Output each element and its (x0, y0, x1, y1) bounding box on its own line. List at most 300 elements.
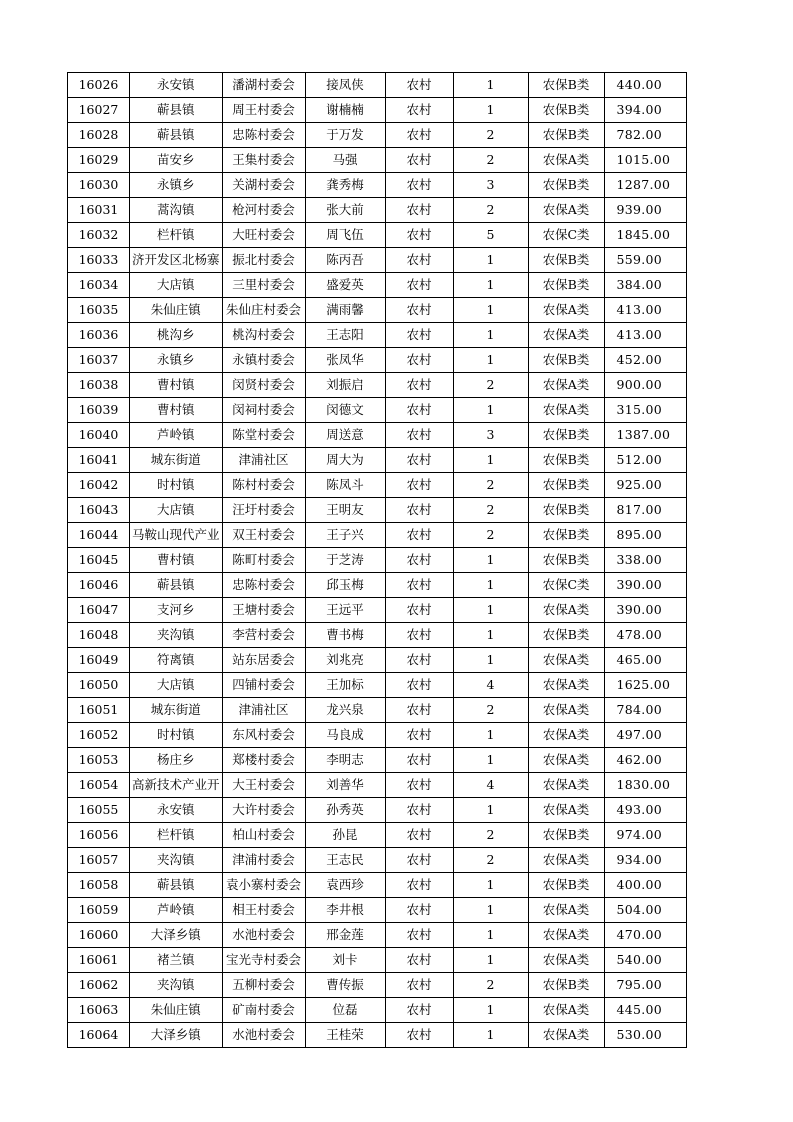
row-id-cell: 16033 (68, 248, 130, 273)
count-cell: 1 (453, 898, 528, 923)
category-cell: 农村 (385, 723, 453, 748)
category-cell: 农村 (385, 398, 453, 423)
table-row (68, 523, 687, 548)
insurance-type-cell: 农保A类 (528, 948, 604, 973)
name-cell: 王桂荣 (305, 1023, 385, 1048)
township-cell: 蕲县镇 (130, 98, 223, 123)
count-cell: 5 (453, 223, 528, 248)
count-cell: 2 (453, 498, 528, 523)
relief-roster-table (67, 72, 687, 1048)
village-cell: 三里村委会 (222, 273, 305, 298)
name-cell: 刘卡 (305, 948, 385, 973)
township-cell: 桃沟乡 (130, 323, 223, 348)
name-cell: 闵德文 (305, 398, 385, 423)
category-cell: 农村 (385, 473, 453, 498)
category-cell: 农村 (385, 998, 453, 1023)
village-cell: 振北村委会 (222, 248, 305, 273)
table-row (68, 323, 687, 348)
village-cell: 宝光寺村委会 (222, 948, 305, 973)
table-row (68, 423, 687, 448)
village-cell: 东风村委会 (222, 723, 305, 748)
village-cell: 汪圩村委会 (222, 498, 305, 523)
village-cell: 闵贤村委会 (222, 373, 305, 398)
count-cell: 2 (453, 123, 528, 148)
count-cell: 4 (453, 673, 528, 698)
category-cell: 农村 (385, 348, 453, 373)
table-row (68, 248, 687, 273)
count-cell: 3 (453, 423, 528, 448)
row-id-cell: 16042 (68, 473, 130, 498)
category-cell: 农村 (385, 673, 453, 698)
amount-cell: 939.00 (604, 198, 686, 223)
table-row (68, 373, 687, 398)
table-row (68, 148, 687, 173)
table-row (68, 848, 687, 873)
amount-cell: 440.00 (604, 73, 686, 98)
row-id-cell: 16039 (68, 398, 130, 423)
count-cell: 1 (453, 948, 528, 973)
count-cell: 2 (453, 823, 528, 848)
count-cell: 1 (453, 348, 528, 373)
table-row (68, 673, 687, 698)
township-cell: 城东街道 (130, 448, 223, 473)
row-id-cell: 16052 (68, 723, 130, 748)
insurance-type-cell: 农保B类 (528, 823, 604, 848)
village-cell: 水池村委会 (222, 1023, 305, 1048)
table-row (68, 698, 687, 723)
township-cell: 马鞍山现代产业 (130, 523, 223, 548)
table-row (68, 1023, 687, 1048)
category-cell: 农村 (385, 498, 453, 523)
village-cell: 忠陈村委会 (222, 573, 305, 598)
amount-cell: 394.00 (604, 98, 686, 123)
township-cell: 永安镇 (130, 73, 223, 98)
amount-cell: 470.00 (604, 923, 686, 948)
village-cell: 潘湖村委会 (222, 73, 305, 98)
amount-cell: 934.00 (604, 848, 686, 873)
name-cell: 陈丙吾 (305, 248, 385, 273)
count-cell: 1 (453, 98, 528, 123)
amount-cell: 452.00 (604, 348, 686, 373)
insurance-type-cell: 农保A类 (528, 998, 604, 1023)
name-cell: 王加标 (305, 673, 385, 698)
category-cell: 农村 (385, 423, 453, 448)
category-cell: 农村 (385, 198, 453, 223)
township-cell: 蕲县镇 (130, 123, 223, 148)
count-cell: 2 (453, 198, 528, 223)
village-cell: 津浦村委会 (222, 848, 305, 873)
township-cell: 济开发区北杨寨 (130, 248, 223, 273)
row-id-cell: 16062 (68, 973, 130, 998)
count-cell: 2 (453, 698, 528, 723)
category-cell: 农村 (385, 923, 453, 948)
amount-cell: 504.00 (604, 898, 686, 923)
township-cell: 时村镇 (130, 473, 223, 498)
name-cell: 邱玉梅 (305, 573, 385, 598)
insurance-type-cell: 农保A类 (528, 648, 604, 673)
count-cell: 2 (453, 473, 528, 498)
township-cell: 大泽乡镇 (130, 1023, 223, 1048)
village-cell: 双王村委会 (222, 523, 305, 548)
count-cell: 1 (453, 73, 528, 98)
name-cell: 张凤华 (305, 348, 385, 373)
township-cell: 苗安乡 (130, 148, 223, 173)
row-id-cell: 16060 (68, 923, 130, 948)
insurance-type-cell: 农保B类 (528, 423, 604, 448)
count-cell: 2 (453, 523, 528, 548)
row-id-cell: 16048 (68, 623, 130, 648)
table-row (68, 598, 687, 623)
insurance-type-cell: 农保B类 (528, 623, 604, 648)
category-cell: 农村 (385, 223, 453, 248)
count-cell: 1 (453, 598, 528, 623)
township-cell: 大店镇 (130, 498, 223, 523)
table-row (68, 823, 687, 848)
amount-cell: 1015.00 (604, 148, 686, 173)
name-cell: 陈凤斗 (305, 473, 385, 498)
village-cell: 水池村委会 (222, 923, 305, 948)
township-cell: 永镇乡 (130, 173, 223, 198)
village-cell: 枪河村委会 (222, 198, 305, 223)
table-row (68, 198, 687, 223)
row-id-cell: 16059 (68, 898, 130, 923)
amount-cell: 338.00 (604, 548, 686, 573)
category-cell: 农村 (385, 898, 453, 923)
row-id-cell: 16051 (68, 698, 130, 723)
row-id-cell: 16037 (68, 348, 130, 373)
row-id-cell: 16026 (68, 73, 130, 98)
table-row (68, 548, 687, 573)
name-cell: 刘兆亮 (305, 648, 385, 673)
amount-cell: 1387.00 (604, 423, 686, 448)
table-row (68, 998, 687, 1023)
name-cell: 龙兴泉 (305, 698, 385, 723)
table-row (68, 873, 687, 898)
name-cell: 周飞伍 (305, 223, 385, 248)
category-cell: 农村 (385, 323, 453, 348)
name-cell: 接凤侠 (305, 73, 385, 98)
amount-cell: 784.00 (604, 698, 686, 723)
village-cell: 陈村村委会 (222, 473, 305, 498)
insurance-type-cell: 农保B类 (528, 548, 604, 573)
insurance-type-cell: 农保A类 (528, 723, 604, 748)
table-row (68, 798, 687, 823)
amount-cell: 465.00 (604, 648, 686, 673)
name-cell: 谢楠楠 (305, 98, 385, 123)
township-cell: 夹沟镇 (130, 623, 223, 648)
insurance-type-cell: 农保B类 (528, 498, 604, 523)
amount-cell: 390.00 (604, 598, 686, 623)
village-cell: 相王村委会 (222, 898, 305, 923)
amount-cell: 497.00 (604, 723, 686, 748)
insurance-type-cell: 农保A类 (528, 598, 604, 623)
insurance-type-cell: 农保A类 (528, 323, 604, 348)
count-cell: 1 (453, 273, 528, 298)
name-cell: 刘善华 (305, 773, 385, 798)
category-cell: 农村 (385, 1023, 453, 1048)
name-cell: 周大为 (305, 448, 385, 473)
count-cell: 1 (453, 323, 528, 348)
amount-cell: 540.00 (604, 948, 686, 973)
insurance-type-cell: 农保B类 (528, 248, 604, 273)
name-cell: 马良成 (305, 723, 385, 748)
count-cell: 2 (453, 973, 528, 998)
count-cell: 1 (453, 648, 528, 673)
village-cell: 桃沟村委会 (222, 323, 305, 348)
amount-cell: 1845.00 (604, 223, 686, 248)
table-row (68, 98, 687, 123)
village-cell: 矿南村委会 (222, 998, 305, 1023)
count-cell: 1 (453, 1023, 528, 1048)
township-cell: 芦岭镇 (130, 423, 223, 448)
category-cell: 农村 (385, 248, 453, 273)
village-cell: 大许村委会 (222, 798, 305, 823)
count-cell: 1 (453, 448, 528, 473)
category-cell: 农村 (385, 173, 453, 198)
name-cell: 王远平 (305, 598, 385, 623)
count-cell: 1 (453, 398, 528, 423)
name-cell: 王志民 (305, 848, 385, 873)
insurance-type-cell: 农保C类 (528, 223, 604, 248)
insurance-type-cell: 农保A类 (528, 198, 604, 223)
amount-cell: 782.00 (604, 123, 686, 148)
table-row (68, 298, 687, 323)
name-cell: 刘振启 (305, 373, 385, 398)
row-id-cell: 16044 (68, 523, 130, 548)
insurance-type-cell: 农保B类 (528, 98, 604, 123)
row-id-cell: 16028 (68, 123, 130, 148)
township-cell: 曹村镇 (130, 548, 223, 573)
count-cell: 1 (453, 998, 528, 1023)
township-cell: 夹沟镇 (130, 973, 223, 998)
insurance-type-cell: 农保B类 (528, 173, 604, 198)
category-cell: 农村 (385, 73, 453, 98)
row-id-cell: 16040 (68, 423, 130, 448)
count-cell: 1 (453, 248, 528, 273)
village-cell: 王塘村委会 (222, 598, 305, 623)
category-cell: 农村 (385, 273, 453, 298)
village-cell: 袁小寨村委会 (222, 873, 305, 898)
count-cell: 1 (453, 723, 528, 748)
count-cell: 1 (453, 798, 528, 823)
amount-cell: 817.00 (604, 498, 686, 523)
village-cell: 永镇村委会 (222, 348, 305, 373)
category-cell: 农村 (385, 573, 453, 598)
row-id-cell: 16058 (68, 873, 130, 898)
township-cell: 夹沟镇 (130, 848, 223, 873)
township-cell: 永镇乡 (130, 348, 223, 373)
amount-cell: 1287.00 (604, 173, 686, 198)
count-cell: 2 (453, 848, 528, 873)
row-id-cell: 16061 (68, 948, 130, 973)
table-row (68, 73, 687, 98)
insurance-type-cell: 农保A类 (528, 898, 604, 923)
category-cell: 农村 (385, 823, 453, 848)
row-id-cell: 16027 (68, 98, 130, 123)
category-cell: 农村 (385, 373, 453, 398)
township-cell: 朱仙庄镇 (130, 998, 223, 1023)
amount-cell: 925.00 (604, 473, 686, 498)
table-row (68, 573, 687, 598)
township-cell: 符离镇 (130, 648, 223, 673)
amount-cell: 315.00 (604, 398, 686, 423)
insurance-type-cell: 农保C类 (528, 573, 604, 598)
amount-cell: 400.00 (604, 873, 686, 898)
village-cell: 王集村委会 (222, 148, 305, 173)
village-cell: 忠陈村委会 (222, 123, 305, 148)
village-cell: 柏山村委会 (222, 823, 305, 848)
amount-cell: 390.00 (604, 573, 686, 598)
table-row (68, 498, 687, 523)
township-cell: 芦岭镇 (130, 898, 223, 923)
name-cell: 李明志 (305, 748, 385, 773)
name-cell: 李井根 (305, 898, 385, 923)
row-id-cell: 16030 (68, 173, 130, 198)
table-row (68, 348, 687, 373)
amount-cell: 462.00 (604, 748, 686, 773)
row-id-cell: 16032 (68, 223, 130, 248)
township-cell: 蕲县镇 (130, 573, 223, 598)
row-id-cell: 16064 (68, 1023, 130, 1048)
count-cell: 2 (453, 148, 528, 173)
township-cell: 高新技术产业开 (130, 773, 223, 798)
insurance-type-cell: 农保A类 (528, 848, 604, 873)
category-cell: 农村 (385, 773, 453, 798)
amount-cell: 974.00 (604, 823, 686, 848)
table-row (68, 923, 687, 948)
category-cell: 农村 (385, 948, 453, 973)
row-id-cell: 16053 (68, 748, 130, 773)
insurance-type-cell: 农保A类 (528, 673, 604, 698)
category-cell: 农村 (385, 648, 453, 673)
township-cell: 蕲县镇 (130, 873, 223, 898)
row-id-cell: 16046 (68, 573, 130, 598)
count-cell: 1 (453, 623, 528, 648)
village-cell: 李营村委会 (222, 623, 305, 648)
row-id-cell: 16055 (68, 798, 130, 823)
category-cell: 农村 (385, 123, 453, 148)
township-cell: 栏杆镇 (130, 823, 223, 848)
row-id-cell: 16034 (68, 273, 130, 298)
category-cell: 农村 (385, 973, 453, 998)
name-cell: 孙昆 (305, 823, 385, 848)
table-row (68, 898, 687, 923)
village-cell: 五柳村委会 (222, 973, 305, 998)
name-cell: 曹书梅 (305, 623, 385, 648)
village-cell: 闵祠村委会 (222, 398, 305, 423)
count-cell: 4 (453, 773, 528, 798)
township-cell: 城东街道 (130, 698, 223, 723)
insurance-type-cell: 农保B类 (528, 123, 604, 148)
row-id-cell: 16063 (68, 998, 130, 1023)
name-cell: 王子兴 (305, 523, 385, 548)
row-id-cell: 16043 (68, 498, 130, 523)
amount-cell: 900.00 (604, 373, 686, 398)
amount-cell: 559.00 (604, 248, 686, 273)
category-cell: 农村 (385, 548, 453, 573)
township-cell: 杨庄乡 (130, 748, 223, 773)
table-row (68, 623, 687, 648)
count-cell: 1 (453, 748, 528, 773)
category-cell: 农村 (385, 698, 453, 723)
insurance-type-cell: 农保A类 (528, 798, 604, 823)
insurance-type-cell: 农保A类 (528, 748, 604, 773)
name-cell: 马强 (305, 148, 385, 173)
insurance-type-cell: 农保B类 (528, 523, 604, 548)
insurance-type-cell: 农保B类 (528, 873, 604, 898)
village-cell: 大旺村委会 (222, 223, 305, 248)
township-cell: 大店镇 (130, 273, 223, 298)
name-cell: 位磊 (305, 998, 385, 1023)
village-cell: 关湖村委会 (222, 173, 305, 198)
village-cell: 站东居委会 (222, 648, 305, 673)
row-id-cell: 16031 (68, 198, 130, 223)
amount-cell: 512.00 (604, 448, 686, 473)
township-cell: 栏杆镇 (130, 223, 223, 248)
count-cell: 1 (453, 298, 528, 323)
amount-cell: 478.00 (604, 623, 686, 648)
amount-cell: 445.00 (604, 998, 686, 1023)
village-cell: 津浦社区 (222, 448, 305, 473)
row-id-cell: 16029 (68, 148, 130, 173)
township-cell: 褚兰镇 (130, 948, 223, 973)
township-cell: 曹村镇 (130, 373, 223, 398)
name-cell: 邢金莲 (305, 923, 385, 948)
row-id-cell: 16045 (68, 548, 130, 573)
insurance-type-cell: 农保A类 (528, 298, 604, 323)
row-id-cell: 16038 (68, 373, 130, 398)
table-row (68, 723, 687, 748)
amount-cell: 530.00 (604, 1023, 686, 1048)
insurance-type-cell: 农保B类 (528, 348, 604, 373)
amount-cell: 413.00 (604, 323, 686, 348)
category-cell: 农村 (385, 598, 453, 623)
insurance-type-cell: 农保A类 (528, 698, 604, 723)
village-cell: 陈町村委会 (222, 548, 305, 573)
amount-cell: 384.00 (604, 273, 686, 298)
insurance-type-cell: 农保B类 (528, 273, 604, 298)
township-cell: 大泽乡镇 (130, 923, 223, 948)
row-id-cell: 16047 (68, 598, 130, 623)
category-cell: 农村 (385, 748, 453, 773)
township-cell: 永安镇 (130, 798, 223, 823)
village-cell: 大王村委会 (222, 773, 305, 798)
village-cell: 郑楼村委会 (222, 748, 305, 773)
table-row (68, 173, 687, 198)
village-cell: 周王村委会 (222, 98, 305, 123)
name-cell: 曹传振 (305, 973, 385, 998)
township-cell: 曹村镇 (130, 398, 223, 423)
insurance-type-cell: 农保A类 (528, 398, 604, 423)
insurance-type-cell: 农保B类 (528, 973, 604, 998)
insurance-type-cell: 农保B类 (528, 448, 604, 473)
township-cell: 支河乡 (130, 598, 223, 623)
township-cell: 蒿沟镇 (130, 198, 223, 223)
table-row (68, 473, 687, 498)
row-id-cell: 16049 (68, 648, 130, 673)
table-row (68, 273, 687, 298)
table-body (68, 73, 687, 1048)
name-cell: 张大前 (305, 198, 385, 223)
insurance-type-cell: 农保A类 (528, 923, 604, 948)
table-row (68, 948, 687, 973)
township-cell: 大店镇 (130, 673, 223, 698)
amount-cell: 895.00 (604, 523, 686, 548)
count-cell: 3 (453, 173, 528, 198)
name-cell: 王明友 (305, 498, 385, 523)
category-cell: 农村 (385, 798, 453, 823)
category-cell: 农村 (385, 298, 453, 323)
